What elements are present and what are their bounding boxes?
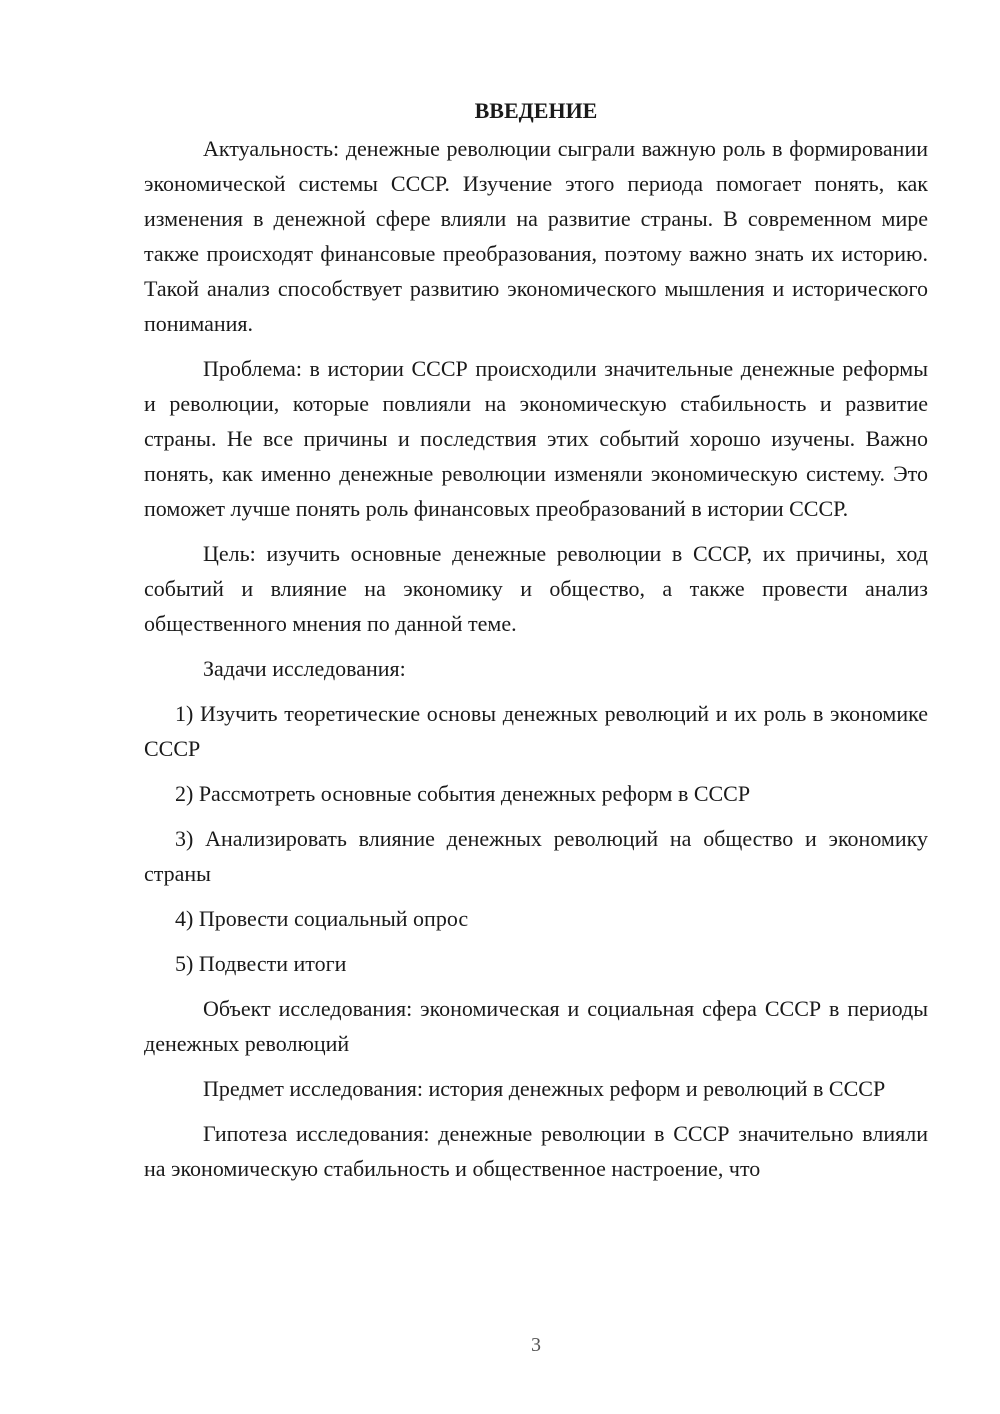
section-title: ВВЕДЕНИЕ: [474, 98, 598, 123]
paragraph-goal: Цель: изучить основные денежные революции в СССР, их причины, ход событий и влияние на экономику и общество, а также провести анализ общественного мнения по данной теме.: [144, 541, 928, 636]
task-item-1: 1) Изучить теоретические основы денежных революций и их роль в экономике СССР: [144, 701, 928, 761]
paragraph-object: Объект исследования: экономическая и социальная сфера СССР в периоды денежных революций: [144, 996, 928, 1056]
paragraph-subject: Предмет исследования: история денежных реформ и революций в СССР: [203, 1076, 886, 1101]
task-item-4: 4) Провести социальный опрос: [175, 906, 469, 931]
page-content: [144, 93, 928, 1196]
task-item-2: 2) Рассмотреть основные события денежных реформ в СССР: [175, 781, 751, 806]
task-item-3: 3) Анализировать влияние денежных революций на общество и экономику страны: [144, 826, 928, 886]
paragraph-relevance: Актуальность: денежные революции сыграли важную роль в формировании экономической системы СССР. Изучение этого периода помогает понять, как изменения в денежной сфере влияли на развитие страны. В современном мире также происходят финансовые преобразования, поэтому важно знать их историю. Такой анализ способствует развитию экономического мышления и исторического понимания.: [144, 136, 928, 336]
task-item-5: 5) Подвести итоги: [175, 951, 347, 976]
paragraph-problem: Проблема: в истории СССР происходили значительные денежные реформы и революции, которые повлияли на экономическую стабильность и развитие страны. Не все причины и последствия этих событий хорошо изучены. Важно понять, как именно денежные революции изменяли экономическую систему. Это поможет лучше понять роль финансовых преобразований в истории СССР.: [144, 356, 928, 521]
page-number: 3: [531, 1334, 541, 1356]
paragraph-hypothesis: Гипотеза исследования: денежные революции в СССР значительно влияли на экономическую стабильность и общественное настроение, что: [144, 1121, 928, 1181]
paragraph-tasks-heading: Задачи исследования:: [203, 656, 406, 681]
